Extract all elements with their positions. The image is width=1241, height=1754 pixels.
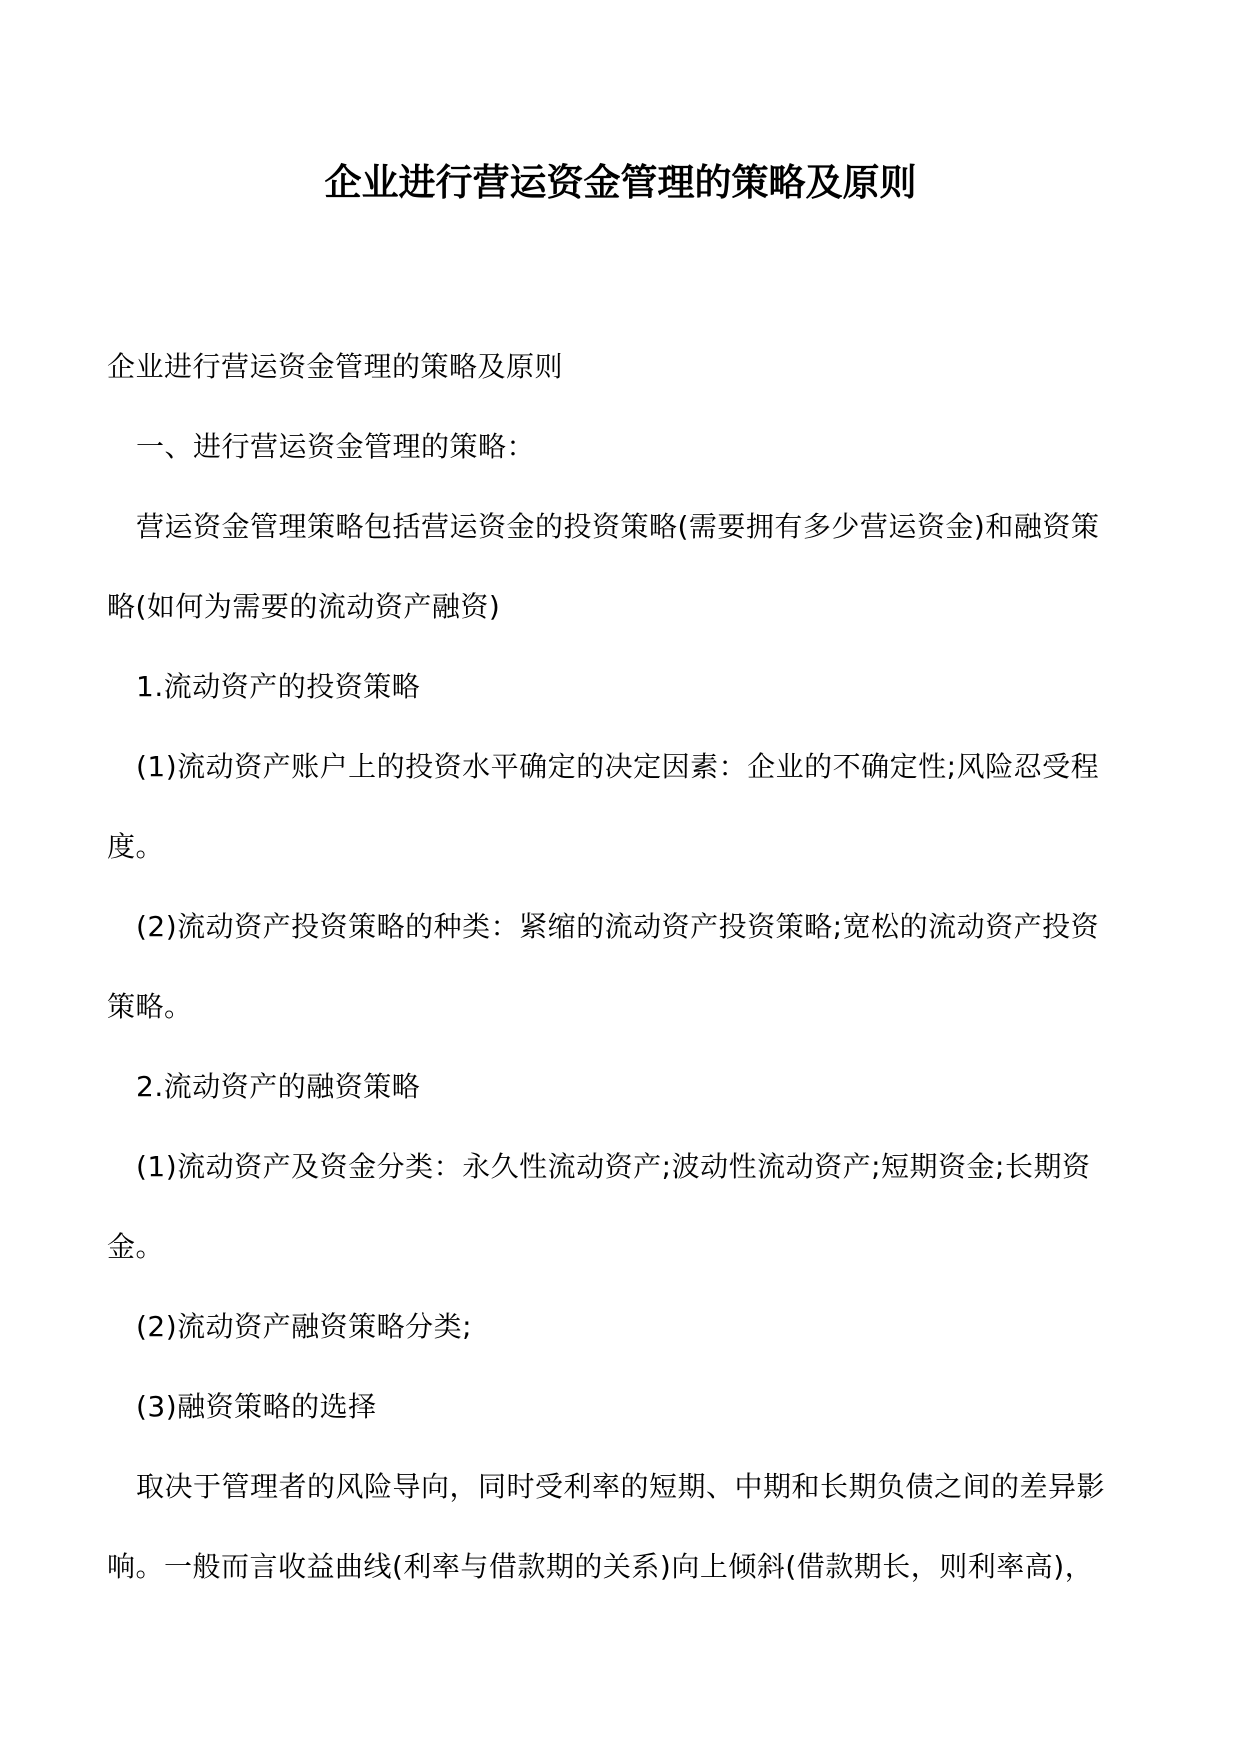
body-line: 取决于管理者的风险导向，同时受利率的短期、中期和长期负债之间的差异影 — [136, 1470, 1106, 1503]
body-line: (2)流动资产投资策略的种类：紧缩的流动资产投资策略;宽松的流动资产投资 — [136, 910, 1100, 943]
body-line-heading: 企业进行营运资金管理的策略及原则 — [107, 350, 564, 383]
body-line: 策略。 — [107, 990, 193, 1023]
body-line: 略(如何为需要的流动资产融资) — [107, 590, 501, 623]
body-line: 响。一般而言收益曲线(利率与借款期的关系)向上倾斜(借款期长，则利率高)， — [107, 1550, 1094, 1583]
subsection-heading-financing: 2.流动资产的融资策略 — [136, 1070, 421, 1103]
body-line: (2)流动资产融资策略分类; — [136, 1310, 473, 1343]
body-line: (1)流动资产及资金分类：永久性流动资产;波动性流动资产;短期资金;长期资 — [136, 1150, 1091, 1183]
body-line: 度。 — [107, 830, 165, 863]
document-title: 企业进行营运资金管理的策略及原则 — [324, 160, 917, 204]
subsection-heading-investment: 1.流动资产的投资策略 — [136, 670, 421, 703]
section-heading-strategy: 一、进行营运资金管理的策略： — [136, 430, 536, 463]
body-line: (1)流动资产账户上的投资水平确定的决定因素：企业的不确定性;风险忍受程 — [136, 750, 1100, 783]
body-line: (3)融资策略的选择 — [136, 1390, 377, 1423]
body-line: 金。 — [107, 1230, 165, 1263]
body-line: 营运资金管理策略包括营运资金的投资策略(需要拥有多少营运资金)和融资策 — [136, 510, 1100, 543]
